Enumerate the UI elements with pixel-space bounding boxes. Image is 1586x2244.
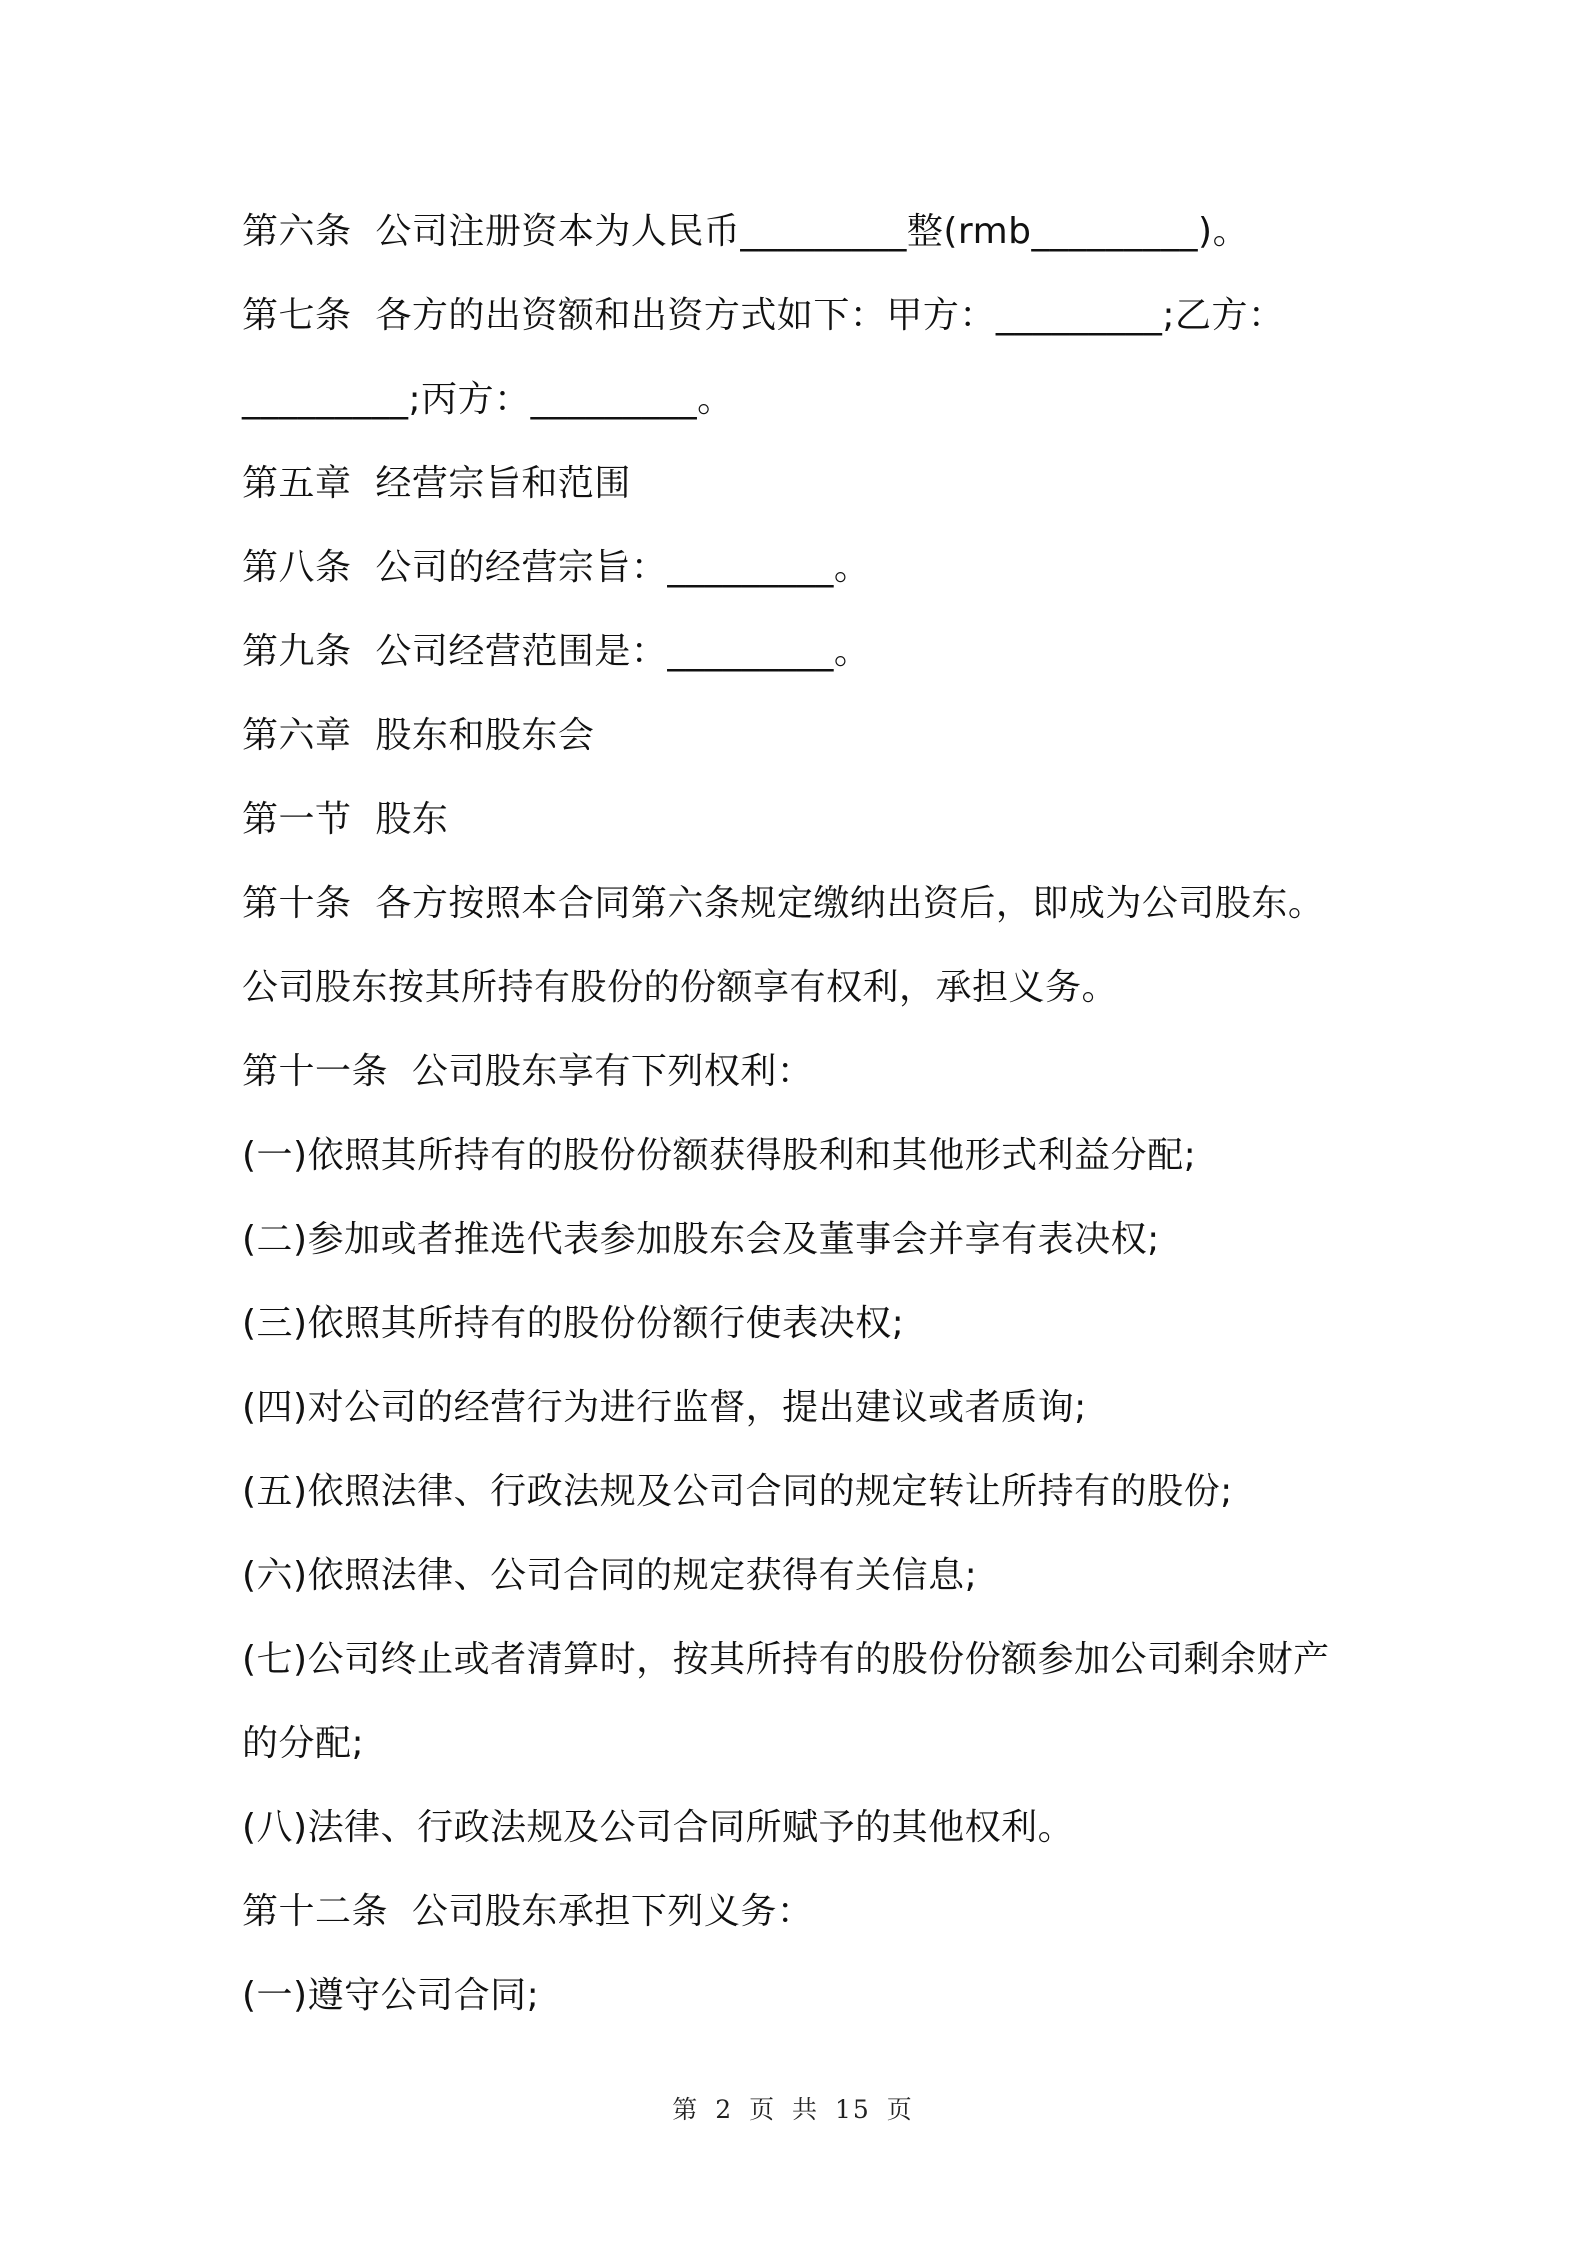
- rights-item-8: (八)法律、行政法规及公司合同所赋予的其他权利。: [242, 1807, 1075, 1848]
- article-8-line: 第八条 公司的经营宗旨：_________。: [242, 547, 871, 588]
- rights-item-6: (六)依照法律、公司合同的规定获得有关信息;: [242, 1555, 978, 1596]
- rights-item-3: (三)依照其所持有的股份份额行使表决权;: [242, 1303, 905, 1344]
- chapter-5-heading: 第五章 经营宗旨和范围: [242, 463, 631, 504]
- rights-item-7: (七)公司终止或者清算时，按其所持有的股份份额参加公司剩余财产: [242, 1639, 1330, 1680]
- rights-item-1: (一)依照其所持有的股份份额获得股利和其他形式利益分配;: [242, 1135, 1197, 1176]
- rights-item-7-continuation: 的分配;: [242, 1723, 365, 1764]
- document-body: [242, 190, 1362, 2038]
- article-6-line: 第六条 公司注册资本为人民币_________整(rmb_________)。: [242, 211, 1250, 252]
- rights-item-5: (五)依照法律、行政法规及公司合同的规定转让所持有的股份;: [242, 1471, 1233, 1512]
- section-1-heading: 第一节 股东: [242, 799, 449, 840]
- obligations-item-1: (一)遵守公司合同;: [242, 1975, 540, 2016]
- article-12-line: 第十二条 公司股东承担下列义务：: [242, 1891, 814, 1932]
- article-7-line: 第七条 各方的出资额和出资方式如下：甲方：_________;乙方：: [242, 295, 1285, 336]
- article-9-line: 第九条 公司经营范围是：_________。: [242, 631, 871, 672]
- article-10-line: 第十条 各方按照本合同第六条规定缴纳出资后，即成为公司股东。: [242, 883, 1325, 924]
- rights-item-4: (四)对公司的经营行为进行监督，提出建议或者质询;: [242, 1387, 1087, 1428]
- chapter-6-heading: 第六章 股东和股东会: [242, 715, 595, 756]
- rights-item-2: (二)参加或者推选代表参加股东会及董事会并享有表决权;: [242, 1219, 1160, 1260]
- article-7-continuation-line: _________;丙方：_________。: [242, 379, 734, 420]
- article-11-line: 第十一条 公司股东享有下列权利：: [242, 1051, 814, 1092]
- article-10-continuation-line: 公司股东按其所持有股份的份额享有权利，承担义务。: [242, 967, 1119, 1008]
- page-number-footer: 第 2 页 共 15 页: [672, 2095, 914, 2124]
